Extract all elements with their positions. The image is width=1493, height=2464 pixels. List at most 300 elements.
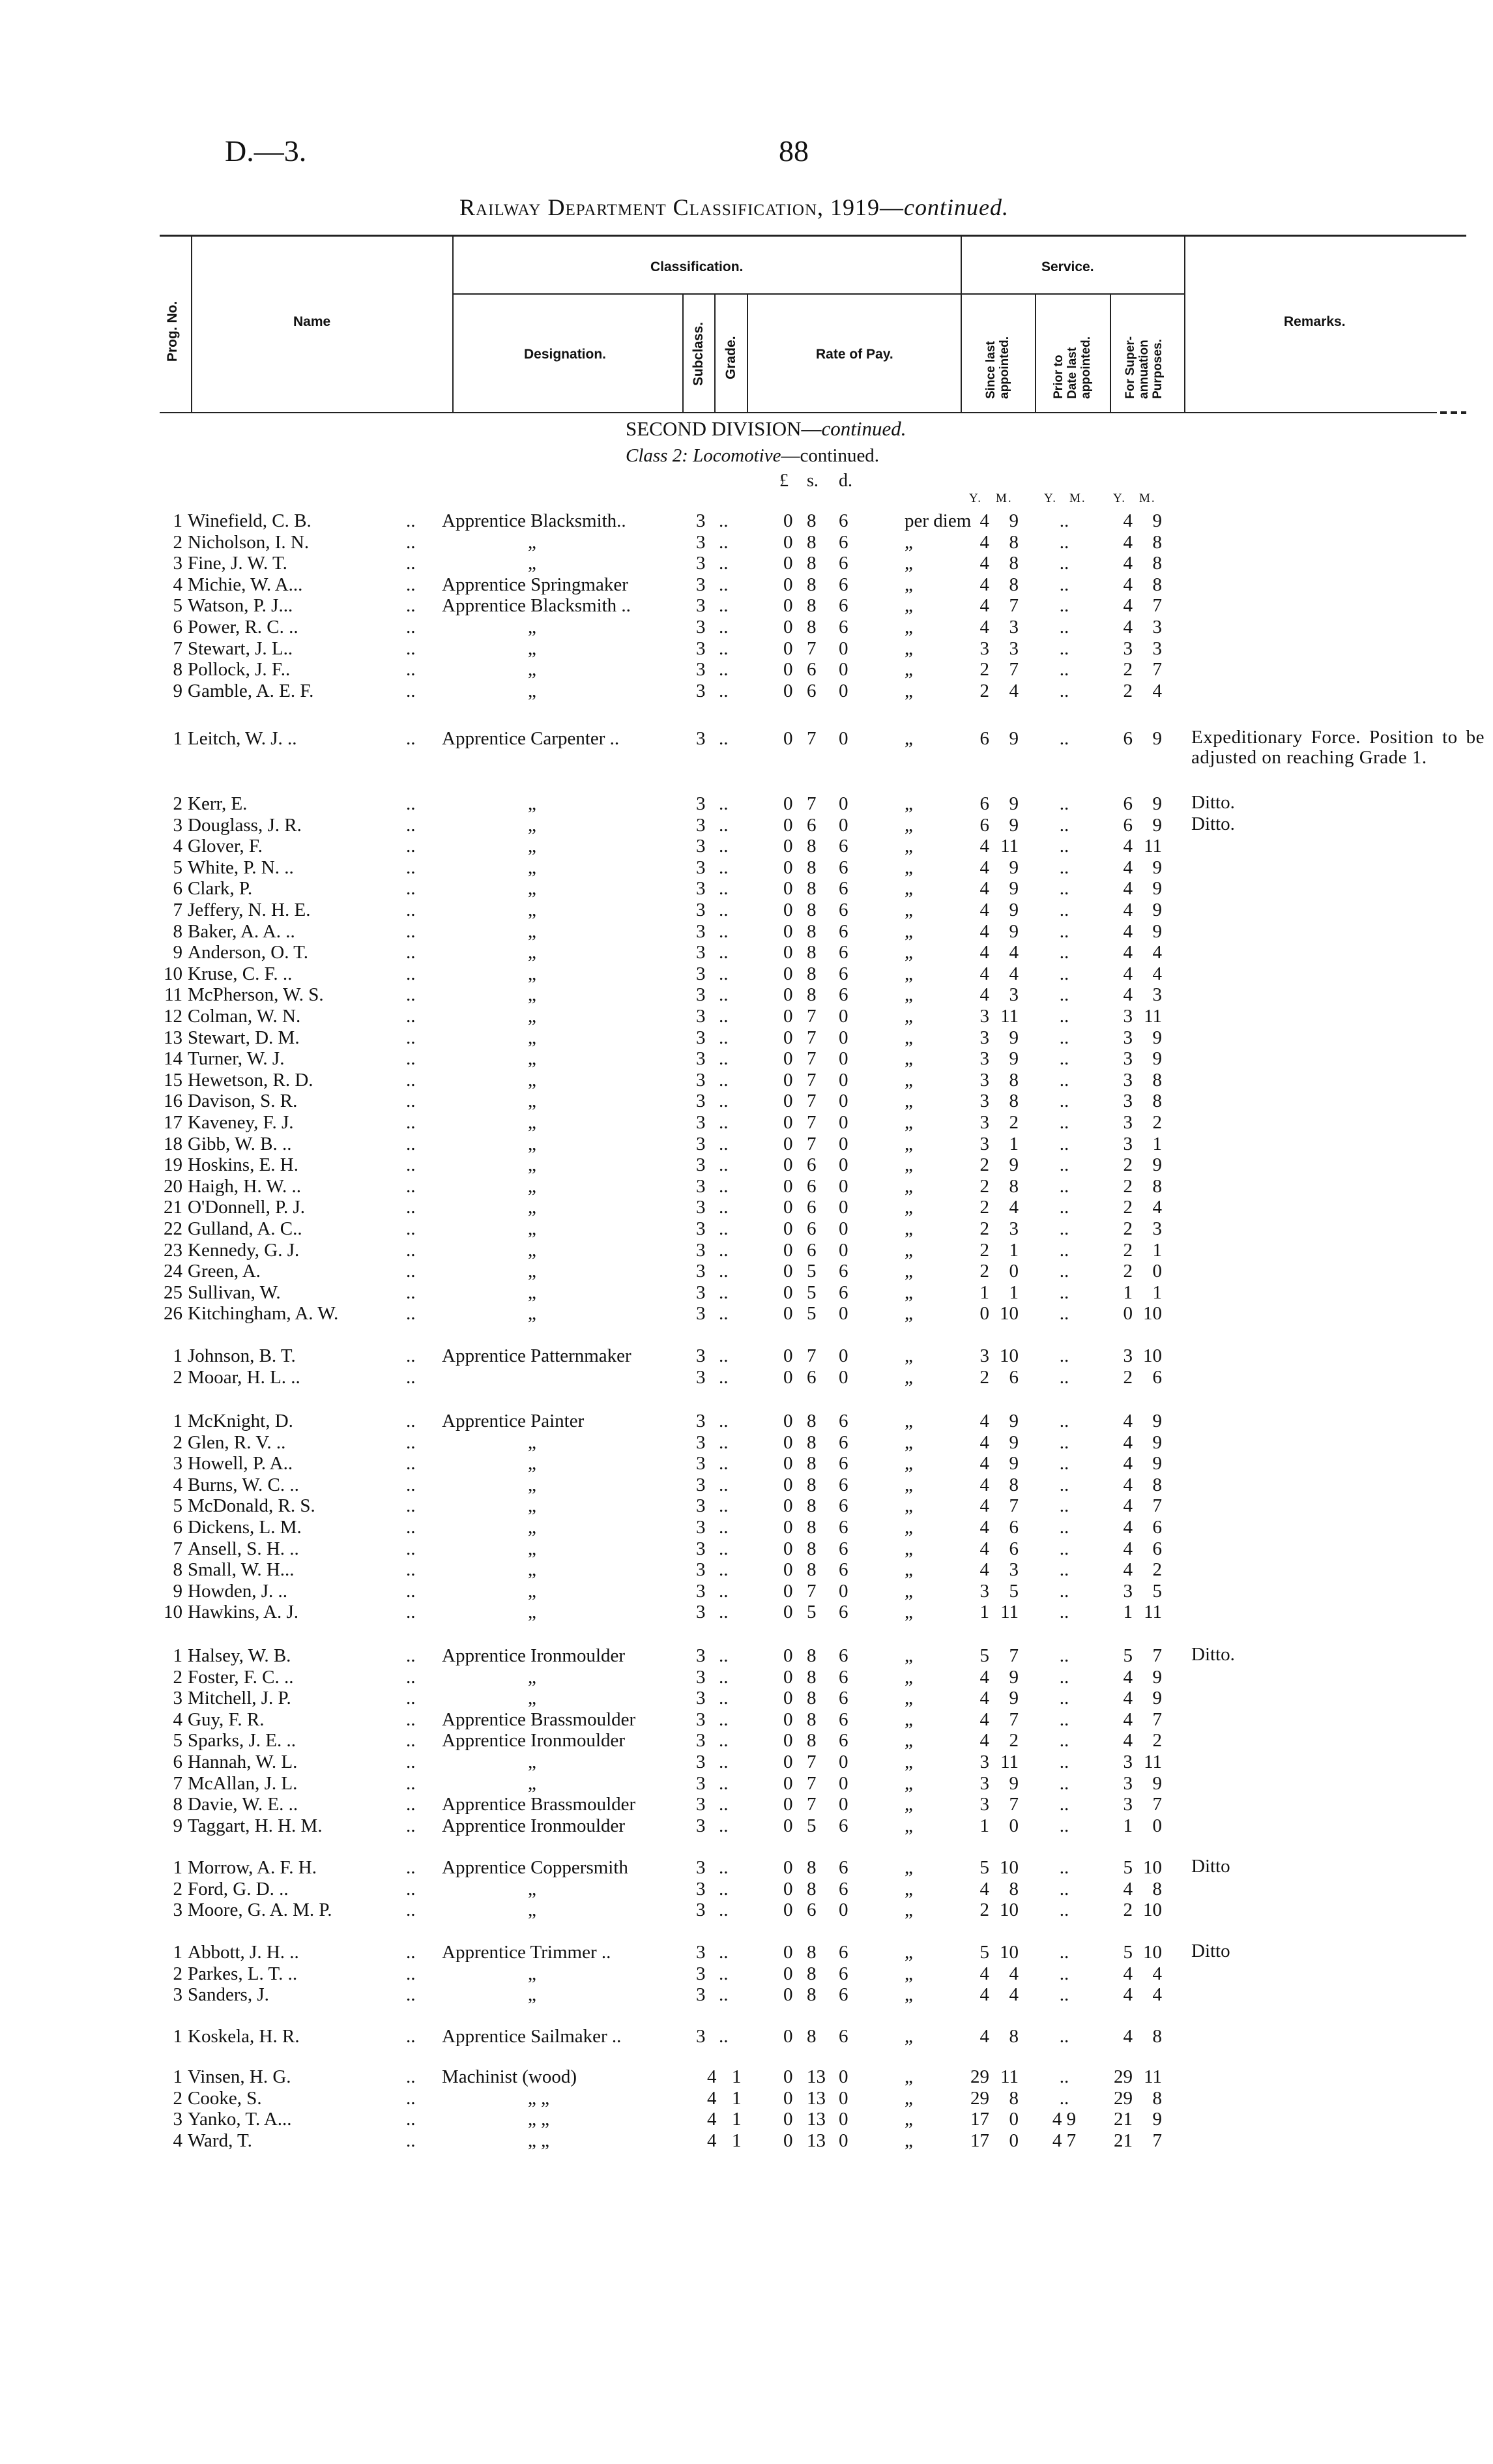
table-row bbox=[0, 2025, 1493, 2047]
prog-no: 21 bbox=[164, 1197, 182, 1218]
pay-pounds: 0 bbox=[783, 1688, 793, 1709]
since-months: 11 bbox=[1000, 1752, 1019, 1772]
prog-no: 8 bbox=[173, 1559, 182, 1581]
pay-pence: 6 bbox=[839, 920, 848, 942]
col-divider bbox=[714, 295, 716, 413]
pay-pence: 0 bbox=[839, 1794, 848, 1815]
super-months: 9 bbox=[1152, 1772, 1162, 1794]
designation: „ „ bbox=[528, 2087, 549, 2109]
pay-shillings: 8 bbox=[807, 617, 817, 638]
prog-no: 2 bbox=[173, 1666, 182, 1688]
pay-period: „ bbox=[905, 1069, 913, 1091]
subclass: 3 bbox=[696, 659, 706, 681]
prior-service: .. bbox=[1059, 1048, 1069, 1070]
pay-pounds: 0 bbox=[783, 1303, 793, 1325]
table-row bbox=[0, 1260, 1493, 1282]
pay-period: „ bbox=[905, 1027, 913, 1048]
pay-period: „ bbox=[905, 1752, 913, 1772]
super-months: 9 bbox=[1152, 510, 1162, 531]
grade: .. bbox=[719, 1474, 729, 1495]
since-months: 9 bbox=[1009, 1154, 1019, 1176]
designation: „ bbox=[528, 1239, 536, 1261]
prog-no: 2 bbox=[173, 1366, 182, 1388]
since-years: 3 bbox=[979, 638, 989, 659]
pay-shillings: 8 bbox=[807, 1688, 817, 1709]
pay-shillings: 8 bbox=[807, 1878, 817, 1899]
pay-pounds: 0 bbox=[783, 1709, 793, 1730]
prior-service: .. bbox=[1059, 531, 1069, 553]
table-row bbox=[0, 574, 1493, 596]
unit-months: M. bbox=[996, 491, 1013, 505]
super-months: 9 bbox=[1152, 900, 1162, 920]
since-months: 0 bbox=[1009, 1261, 1019, 1282]
pay-period: „ bbox=[905, 1345, 913, 1366]
prior-service: .. bbox=[1059, 1984, 1069, 2006]
designation: „ bbox=[528, 680, 536, 701]
pay-period: „ bbox=[905, 1218, 913, 1239]
designation: „ bbox=[528, 1559, 536, 1581]
leader-dots: .. bbox=[406, 510, 416, 531]
leader-dots: .. bbox=[406, 1154, 416, 1176]
super-months: 8 bbox=[1152, 553, 1162, 574]
subclass: 3 bbox=[696, 942, 706, 963]
prog-no: 3 bbox=[173, 1688, 182, 1709]
since-years: 4 bbox=[979, 942, 989, 963]
pay-period: „ bbox=[905, 1431, 913, 1453]
table-row bbox=[0, 531, 1493, 553]
pay-pounds: 0 bbox=[783, 1963, 793, 1984]
table-row bbox=[0, 1559, 1493, 1581]
prior-service: .. bbox=[1059, 836, 1069, 857]
super-years: 3 bbox=[1123, 1091, 1133, 1112]
pay-pounds: 0 bbox=[783, 857, 793, 878]
table-row bbox=[0, 1133, 1493, 1155]
table-row bbox=[0, 510, 1493, 532]
pay-pence: 6 bbox=[839, 1602, 848, 1623]
prior-service: .. bbox=[1059, 878, 1069, 900]
pay-shillings: 7 bbox=[807, 1345, 817, 1366]
prog-no: 2 bbox=[173, 531, 182, 553]
since-years: 3 bbox=[979, 1091, 989, 1112]
col-divider bbox=[747, 295, 748, 413]
pay-shillings: 8 bbox=[807, 1666, 817, 1688]
super-months: 9 bbox=[1152, 1048, 1162, 1070]
designation: „ bbox=[528, 638, 536, 659]
prog-no: 7 bbox=[173, 1538, 182, 1559]
super-years: 4 bbox=[1123, 1666, 1133, 1688]
grade: .. bbox=[719, 1772, 729, 1794]
since-years: 4 bbox=[979, 1559, 989, 1581]
since-months: 8 bbox=[1009, 1175, 1019, 1197]
header-subclass: Subclass. bbox=[691, 321, 706, 386]
pay-period: „ bbox=[905, 1239, 913, 1261]
person-name: Kruse, C. F. .. bbox=[188, 963, 293, 984]
grade: 1 bbox=[732, 2130, 742, 2151]
person-name: Cooke, S. bbox=[188, 2087, 262, 2109]
prog-no: 1 bbox=[173, 2066, 182, 2087]
prog-no: 9 bbox=[173, 942, 182, 963]
designation: „ bbox=[528, 963, 536, 984]
since-months: 6 bbox=[1009, 1538, 1019, 1559]
prior-service: .. bbox=[1059, 638, 1069, 659]
since-months: 10 bbox=[1000, 1345, 1019, 1366]
super-years: 5 bbox=[1123, 1645, 1133, 1666]
super-months: 10 bbox=[1143, 1942, 1162, 1963]
person-name: McKnight, D. bbox=[188, 1411, 293, 1431]
super-months: 11 bbox=[1144, 1006, 1162, 1027]
prior-service: .. bbox=[1059, 1709, 1069, 1730]
designation: „ bbox=[528, 1772, 536, 1794]
leader-dots: .. bbox=[406, 836, 416, 857]
grade: .. bbox=[719, 2026, 729, 2047]
super-months: 11 bbox=[1144, 1752, 1162, 1772]
pay-shillings: 7 bbox=[807, 1091, 817, 1112]
person-name: Halsey, W. B. bbox=[188, 1645, 291, 1666]
pay-period: „ bbox=[905, 1133, 913, 1154]
super-months: 9 bbox=[1152, 793, 1162, 814]
person-name: Howell, P. A.. bbox=[188, 1453, 293, 1474]
super-months: 4 bbox=[1152, 942, 1162, 963]
prior-service: .. bbox=[1059, 1602, 1069, 1623]
pay-pence: 6 bbox=[839, 1411, 848, 1431]
designation: „ „ bbox=[528, 2109, 549, 2130]
designation: Apprentice Springmaker bbox=[442, 574, 628, 595]
pay-pounds: 0 bbox=[783, 2066, 793, 2087]
pay-period: „ bbox=[905, 531, 913, 553]
pay-pounds: 0 bbox=[783, 1580, 793, 1602]
super-years: 1 bbox=[1123, 1815, 1133, 1836]
grade: .. bbox=[719, 1006, 729, 1027]
since-years: 3 bbox=[979, 1580, 989, 1602]
pay-pence: 6 bbox=[839, 2026, 848, 2047]
since-years: 4 bbox=[979, 1474, 989, 1495]
pay-shillings: 7 bbox=[807, 1794, 817, 1815]
pay-shillings: 5 bbox=[807, 1815, 817, 1836]
pay-period: „ bbox=[905, 920, 913, 942]
subclass: 3 bbox=[696, 1645, 706, 1666]
pay-shillings: 7 bbox=[807, 1006, 817, 1027]
grade: .. bbox=[719, 553, 729, 574]
grade: .. bbox=[719, 659, 729, 681]
super-years: 6 bbox=[1123, 728, 1133, 749]
grade: .. bbox=[719, 1752, 729, 1772]
person-name: Ford, G. D. .. bbox=[188, 1878, 289, 1899]
super-years: 4 bbox=[1123, 1878, 1133, 1899]
subclass: 3 bbox=[696, 553, 706, 574]
super-months: 0 bbox=[1152, 1815, 1162, 1836]
subclass: 3 bbox=[696, 728, 706, 749]
person-name: Nicholson, I. N. bbox=[188, 531, 310, 553]
person-name: Watson, P. J... bbox=[188, 595, 293, 617]
super-years: 4 bbox=[1123, 1517, 1133, 1538]
col-divider bbox=[961, 235, 962, 413]
pay-period: „ bbox=[905, 793, 913, 814]
prog-no: 6 bbox=[173, 878, 182, 900]
prog-no: 3 bbox=[173, 1984, 182, 2006]
since-months: 3 bbox=[1009, 984, 1019, 1006]
pay-shillings: 8 bbox=[807, 878, 817, 900]
pay-pounds: 0 bbox=[783, 1091, 793, 1112]
pay-period: „ bbox=[905, 836, 913, 857]
super-years: 4 bbox=[1123, 1559, 1133, 1581]
person-name: Glover, F. bbox=[188, 836, 263, 857]
designation: „ bbox=[528, 857, 536, 878]
leader-dots: .. bbox=[406, 2066, 416, 2087]
designation: Apprentice Trimmer .. bbox=[442, 1942, 611, 1963]
class-heading bbox=[626, 445, 879, 467]
since-months: 7 bbox=[1009, 659, 1019, 681]
super-months: 10 bbox=[1143, 1857, 1162, 1878]
super-months: 9 bbox=[1152, 920, 1162, 942]
super-years: 4 bbox=[1123, 920, 1133, 942]
leader-dots: .. bbox=[406, 1282, 416, 1303]
table-row bbox=[0, 1282, 1493, 1304]
subclass: 3 bbox=[696, 1752, 706, 1772]
designation: Apprentice Patternmaker bbox=[442, 1345, 631, 1366]
super-years: 29 bbox=[1114, 2066, 1133, 2087]
super-months: 10 bbox=[1143, 1345, 1162, 1366]
designation: „ bbox=[528, 878, 536, 900]
prior-service: .. bbox=[1059, 793, 1069, 814]
grade: .. bbox=[719, 1815, 729, 1836]
super-years: 3 bbox=[1123, 1027, 1133, 1048]
prog-no: 18 bbox=[164, 1133, 182, 1154]
pay-shillings: 6 bbox=[807, 1899, 817, 1921]
pay-pence: 0 bbox=[839, 793, 848, 814]
pay-pence: 0 bbox=[839, 1069, 848, 1091]
subclass: 3 bbox=[696, 1688, 706, 1709]
pay-period: „ bbox=[905, 1303, 913, 1325]
designation: Apprentice Sailmaker .. bbox=[442, 2026, 622, 2047]
prior-service: .. bbox=[1059, 1794, 1069, 1815]
table-row bbox=[0, 1687, 1493, 1709]
leader-dots: .. bbox=[406, 814, 416, 836]
person-name: McAllan, J. L. bbox=[188, 1772, 298, 1794]
since-years: 0 bbox=[979, 1303, 989, 1325]
person-name: Johnson, B. T. bbox=[188, 1345, 296, 1366]
pay-pence: 0 bbox=[839, 1133, 848, 1154]
pay-pounds: 0 bbox=[783, 878, 793, 900]
pay-pence: 0 bbox=[839, 1006, 848, 1027]
prog-no: 6 bbox=[173, 617, 182, 638]
subclass: 3 bbox=[696, 1366, 706, 1388]
pay-period: „ bbox=[905, 963, 913, 984]
pay-pence: 6 bbox=[839, 595, 848, 617]
grade: .. bbox=[719, 1261, 729, 1282]
pay-pounds: 0 bbox=[783, 1112, 793, 1133]
since-months: 9 bbox=[1009, 510, 1019, 531]
super-years: 2 bbox=[1123, 1239, 1133, 1261]
person-name: Leitch, W. J. .. bbox=[188, 728, 297, 749]
person-name: Fine, J. W. T. bbox=[188, 553, 287, 574]
table-row bbox=[0, 1538, 1493, 1560]
pay-shillings: 8 bbox=[807, 510, 817, 531]
pay-pounds: 0 bbox=[783, 1431, 793, 1453]
leader-dots: .. bbox=[406, 1069, 416, 1091]
pay-pence: 6 bbox=[839, 574, 848, 595]
pay-pounds: 0 bbox=[783, 1666, 793, 1688]
pay-pence: 0 bbox=[839, 1899, 848, 1921]
leader-dots: .. bbox=[406, 1048, 416, 1070]
person-name: Kitchingham, A. W. bbox=[188, 1303, 339, 1325]
super-months: 2 bbox=[1152, 1559, 1162, 1581]
since-years: 3 bbox=[979, 1752, 989, 1772]
prog-no: 4 bbox=[173, 1709, 182, 1730]
table-row bbox=[0, 1218, 1493, 1240]
person-name: Green, A. bbox=[188, 1261, 261, 1282]
super-years: 6 bbox=[1123, 814, 1133, 836]
table-row bbox=[0, 1345, 1493, 1367]
designation: „ bbox=[528, 1112, 536, 1133]
pay-pence: 6 bbox=[839, 900, 848, 920]
prior-service: .. bbox=[1059, 900, 1069, 920]
since-years: 1 bbox=[979, 1815, 989, 1836]
person-name: Gulland, A. C.. bbox=[188, 1218, 302, 1239]
leader-dots: .. bbox=[406, 1899, 416, 1921]
prior-service: .. bbox=[1059, 920, 1069, 942]
super-months: 2 bbox=[1152, 1730, 1162, 1752]
person-name: Power, R. C. .. bbox=[188, 617, 298, 638]
designation: Apprentice Ironmoulder bbox=[442, 1645, 626, 1666]
since-years: 4 bbox=[979, 1538, 989, 1559]
super-months: 11 bbox=[1144, 836, 1162, 857]
pay-shillings: 8 bbox=[807, 1559, 817, 1581]
prog-no: 1 bbox=[173, 728, 182, 749]
since-months: 10 bbox=[1000, 1303, 1019, 1325]
table-row bbox=[0, 1709, 1493, 1731]
pay-pounds: 0 bbox=[783, 531, 793, 553]
super-years: 4 bbox=[1123, 2026, 1133, 2047]
designation: „ bbox=[528, 1453, 536, 1474]
super-months: 1 bbox=[1152, 1133, 1162, 1154]
table-row bbox=[0, 920, 1493, 943]
remarks: Ditto bbox=[1191, 1856, 1230, 1877]
designation: „ „ bbox=[528, 2130, 549, 2151]
super-years: 6 bbox=[1123, 793, 1133, 814]
prior-service: .. bbox=[1059, 1666, 1069, 1688]
pay-pence: 0 bbox=[839, 2087, 848, 2109]
pay-pence: 6 bbox=[839, 836, 848, 857]
super-months: 7 bbox=[1152, 1709, 1162, 1730]
prior-service: 4 7 bbox=[1052, 2130, 1077, 2151]
class-name: Locomotive bbox=[693, 445, 781, 466]
grade: .. bbox=[719, 510, 729, 531]
person-name: Colman, W. N. bbox=[188, 1006, 301, 1027]
pay-shillings: 8 bbox=[807, 531, 817, 553]
subclass: 3 bbox=[696, 1772, 706, 1794]
pay-period: „ bbox=[905, 1772, 913, 1794]
person-name: Anderson, O. T. bbox=[188, 942, 308, 963]
prog-no: 1 bbox=[173, 1411, 182, 1431]
designation: „ bbox=[528, 1218, 536, 1239]
grade: .. bbox=[719, 595, 729, 617]
table-row bbox=[0, 857, 1493, 879]
subclass: 3 bbox=[696, 617, 706, 638]
subclass: 3 bbox=[696, 1239, 706, 1261]
table-row bbox=[0, 1815, 1493, 1837]
since-months: 9 bbox=[1009, 793, 1019, 814]
super-years: 4 bbox=[1123, 857, 1133, 878]
pay-shillings: 8 bbox=[807, 836, 817, 857]
grade: .. bbox=[719, 1602, 729, 1623]
since-years: 3 bbox=[979, 1772, 989, 1794]
remarks: Ditto. bbox=[1191, 792, 1235, 813]
super-years: 0 bbox=[1123, 1303, 1133, 1325]
since-years: 1 bbox=[979, 1602, 989, 1623]
since-years: 5 bbox=[979, 1857, 989, 1878]
subclass: 3 bbox=[696, 595, 706, 617]
leader-dots: .. bbox=[406, 1517, 416, 1538]
grade: .. bbox=[719, 1942, 729, 1963]
person-name: Davie, W. E. .. bbox=[188, 1794, 298, 1815]
super-months: 4 bbox=[1152, 680, 1162, 701]
col-divider bbox=[191, 235, 192, 413]
page-title bbox=[459, 194, 1009, 221]
super-years: 3 bbox=[1123, 1048, 1133, 1070]
subclass: 3 bbox=[696, 1666, 706, 1688]
grade: .. bbox=[719, 1027, 729, 1048]
since-months: 7 bbox=[1009, 1495, 1019, 1517]
prior-service: .. bbox=[1059, 1112, 1069, 1133]
super-years: 4 bbox=[1123, 1688, 1133, 1709]
pay-shillings: 8 bbox=[807, 553, 817, 574]
since-years: 4 bbox=[979, 1878, 989, 1899]
pay-period: „ bbox=[905, 1878, 913, 1899]
pay-pence: 0 bbox=[839, 1197, 848, 1218]
pay-pounds: 0 bbox=[783, 1517, 793, 1538]
prior-service: .. bbox=[1059, 1559, 1069, 1581]
leader-dots: .. bbox=[406, 1261, 416, 1282]
leader-dots: .. bbox=[406, 1730, 416, 1752]
pay-shillings: 8 bbox=[807, 595, 817, 617]
since-years: 4 bbox=[979, 1688, 989, 1709]
subclass: 3 bbox=[696, 1154, 706, 1176]
person-name: Morrow, A. F. H. bbox=[188, 1857, 317, 1878]
grade: .. bbox=[719, 1282, 729, 1303]
subclass: 3 bbox=[696, 1431, 706, 1453]
leader-dots: .. bbox=[406, 659, 416, 681]
grade: .. bbox=[719, 1366, 729, 1388]
designation: „ bbox=[528, 1878, 536, 1899]
person-name: Small, W. H... bbox=[188, 1559, 295, 1581]
pay-pounds: 0 bbox=[783, 1730, 793, 1752]
super-years: 4 bbox=[1123, 1963, 1133, 1984]
since-months: 7 bbox=[1009, 595, 1019, 617]
designation: „ bbox=[528, 1752, 536, 1772]
person-name: Sullivan, W. bbox=[188, 1282, 281, 1303]
prior-service: .. bbox=[1059, 1963, 1069, 1984]
prog-no: 8 bbox=[173, 920, 182, 942]
person-name: Davison, S. R. bbox=[188, 1091, 298, 1112]
super-months: 9 bbox=[1152, 1154, 1162, 1176]
subclass: 3 bbox=[696, 1794, 706, 1815]
leader-dots: .. bbox=[406, 553, 416, 574]
super-years: 4 bbox=[1123, 1730, 1133, 1752]
table-row bbox=[0, 1474, 1493, 1496]
since-years: 4 bbox=[979, 595, 989, 617]
pay-period: „ bbox=[905, 878, 913, 900]
pay-shillings: 8 bbox=[807, 1517, 817, 1538]
col-divider bbox=[682, 295, 684, 413]
since-months: 0 bbox=[1009, 2109, 1019, 2130]
prog-no: 3 bbox=[173, 1899, 182, 1921]
table-row bbox=[0, 1090, 1493, 1112]
prog-no: 7 bbox=[173, 900, 182, 920]
pay-period: „ bbox=[905, 1538, 913, 1559]
pay-shillings: 7 bbox=[807, 1048, 817, 1070]
since-years: 2 bbox=[979, 1239, 989, 1261]
pay-shillings: 8 bbox=[807, 984, 817, 1006]
